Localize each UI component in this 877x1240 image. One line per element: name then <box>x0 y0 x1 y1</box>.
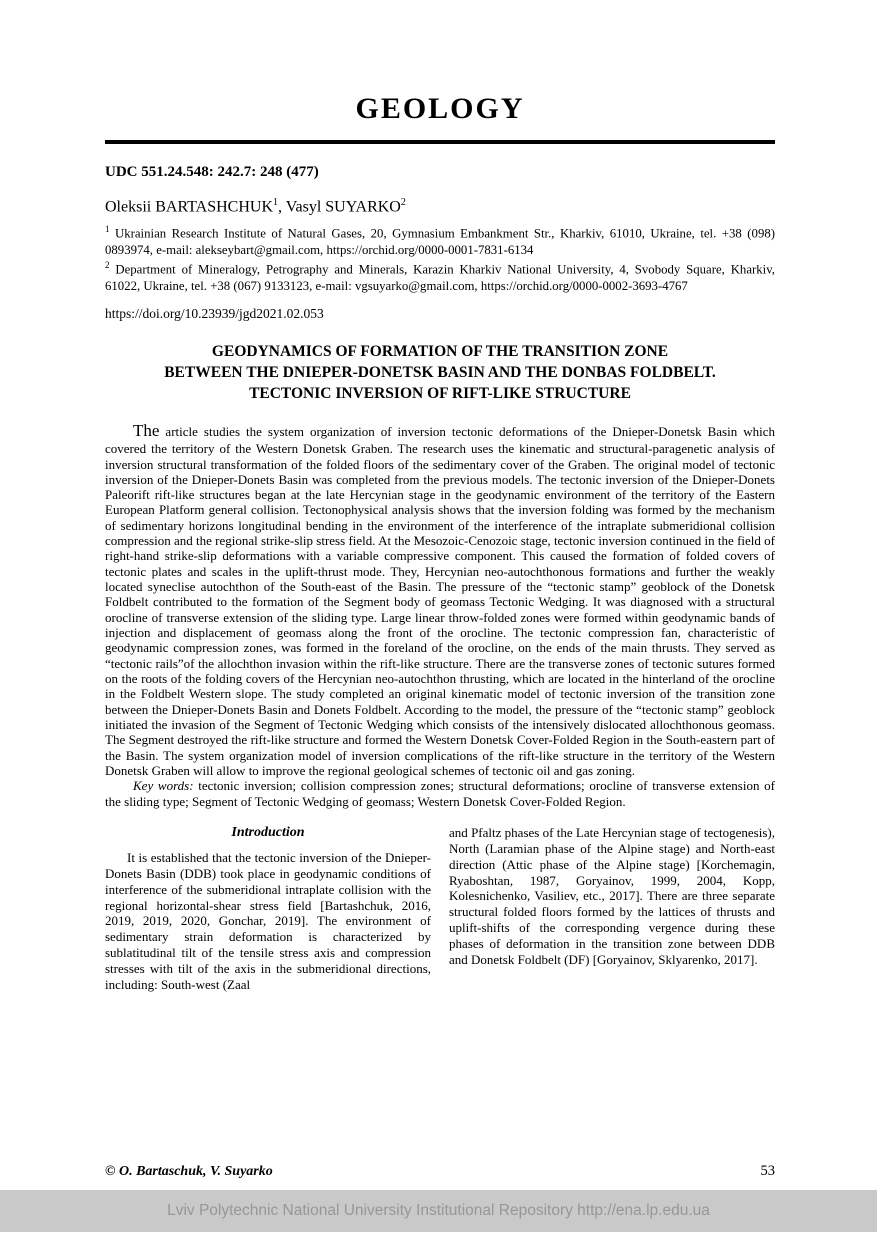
page-number: 53 <box>760 1163 775 1179</box>
abstract-body-text: article studies the system organization of inversion tectonic deformations of the Dnieper-Donetsk Basin which covered the territory of the Western Donetsk Graben. The research uses the kinematic and structural-paragenetic analysis of inversion structural transformation of the folded floors of the sedimentary cover of the Graben. The original model of tectonic inversion of the Dnieper-Donets Basin was completed from the previous models. The tectonic inversion of the Dnieper-Donets Paleorift rift-like structures began at the late Hercynian stage in the geodynamic environment of the territory of the Eastern European Platform general collision. Tectonophysical analysis shows that the inversion folding was formed by the mechanism of sedimentary horizons longitudinal bending in the environment of the interference of the intraplate submeridional collision compression and the regional strike-slip stress field. At the Mesozoic-Cenozoic stage, tectonic inversion continued in the field of right-hand strike-slip deformations with a variable compressive component. This caused the formation of folded covers of tectonic plates and scales in the uplift-thrust mode. They, Hercynian neo-autochthonous formations and further the weakly located syneclise autochthon of the South-east of the Basin. The pressure of the “tectonic stamp” geoblock of the Donetsk Foldbelt contributed to the formation of the Segment body of geomass Tectonic Wedging. It was diagnosed with a structural orocline of transverse extension of the sliding type. Large linear throw-folded zones were formed within geodynamic bands of injection and displacement of geomass along the front of the orocline. The tectonic compression fan, characteristic of geodynamic compression zones, was formed in the foreland of the orocline, on the ends of the main thrusts. They served as “tectonic rails”of the allochthon invasion within the rift-like structure. There are the transverse zones of tectonic sutures formed on the roots of the folding covers of the Hercynian neo-autochthon thrusting, which are located in the hinterland of the orocline in the Foldbelt Western slope. The study completed an original kinematic model of tectonic inversion of the transition zone between the Dnieper-Donets Basin and Donets Foldbelt. According to the model, the pressure of the “tectonic stamp” geoblock initiated the invasion of the Segment of Tectonic Wedging which consists of the intensively dislocated allochthonous geomass. The Segment destroyed the rift-like structure and formed the Western Donetsk Cover-Folded Region in the South-eastern part of the Basin. The system organization model of inversion complications of the rift-like structure in the territory of the Western Donetsk Graben will allow to improve the regional geological schemes of tectonic oil and gas zoning. <box>105 424 775 779</box>
author-affiliation-marker-2: 2 <box>400 197 406 208</box>
two-column-section <box>105 825 775 993</box>
left-column <box>105 825 431 993</box>
keywords-text: tectonic inversion; collision compression zones; structural deformations; orocline of transverse extension of the sliding type; Segment of Tectonic Wedging of geomass; Western Donetsk Cover-Folded Region. <box>105 778 775 809</box>
article-title-line-1: GEODYNAMICS OF FORMATION OF THE TRANSITION ZONE <box>211 343 669 361</box>
affiliations-block <box>105 224 775 294</box>
doi-line: https://doi.org/10.23939/jgd2021.02.053 <box>105 306 324 322</box>
affiliation-2 <box>105 260 775 294</box>
authors-separator: , <box>278 198 286 216</box>
section-heading-introduction: Introduction <box>231 825 305 841</box>
affiliation-1-text: Ukrainian Research Institute of Natural Gases, 20, Gymnasium Embankment Str., Kharkiv, 61010, Ukraine, tel. +38 (098) 0893974, e-mail: alekseybart@gmail.com, https://orchid.org/0000-0001-7831-6134 <box>105 226 775 257</box>
author-name-2: Vasyl SUYARKO <box>285 198 401 216</box>
udc-line: UDC 551.24.548: 242.7: 248 (477) <box>105 164 319 180</box>
journal-header-title: GEOLOGY <box>355 92 525 125</box>
abstract-lead-word: The <box>133 421 160 441</box>
repository-watermark: Lviv Polytechnic National University Institutional Repository http://ena.lp.edu.ua <box>0 1190 877 1232</box>
introduction-paragraph-right: and Pfaltz phases of the Late Hercynian stage of tectogenesis), North (Laramian phase of the Alpine stage) and North-east direction (Attic phase of the Alpine stage) [Korchemagin, Ryaboshtan, 1987, Goryainov, 1999, 2004, Kopp, Kolesnichenko, Vasiliev, etc., 2017]. There are three separate structural folded floors formed by the lattices of thrusts and uplift-shifts of the corresponding vergence during these phases of deformation in the transition zone between DDB and Donetsk Foldbelt (DF) [Goryainov, Sklyarenko, 2017]. <box>449 825 775 967</box>
affiliation-1-marker: 1 <box>105 224 110 235</box>
authors-line <box>105 197 775 216</box>
copyright-notice: © O. Bartaschuk, V. Suyarko <box>105 1164 273 1179</box>
header-divider-rule <box>105 140 775 144</box>
keywords-paragraph <box>105 778 775 809</box>
page-footer <box>105 1163 775 1180</box>
affiliation-1 <box>105 224 775 258</box>
author-affiliation-marker-1: 1 <box>273 197 278 208</box>
keywords-label: Key words: <box>133 778 194 794</box>
right-column <box>449 825 775 993</box>
article-title <box>105 342 775 405</box>
affiliation-2-marker: 2 <box>105 260 110 271</box>
article-title-line-3: TECTONIC INVERSION OF RIFT-LIKE STRUCTURE <box>249 385 631 403</box>
author-name-1: Oleksii BARTASHCHUK <box>105 198 273 216</box>
affiliation-2-text: Department of Mineralogy, Petrography and Minerals, Karazin Kharkiv National University, 4, Svobody Square, Kharkiv, 61022, Ukraine, tel. +38 (067) 9133123, e-mail: vgsuyarko@gmail.com, https://orchid.org/0000-0002-3693-4767 <box>105 262 775 293</box>
abstract-paragraph <box>105 421 775 778</box>
article-title-line-2: BETWEEN THE DNIEPER-DONETSK BASIN AND THE DONBAS FOLDBELT. <box>164 364 716 382</box>
introduction-paragraph-left: It is established that the tectonic inversion of the Dnieper-Donets Basin (DDB) took place in geodynamic conditions of interference of the submeridional intraplate collision with the regional horizontal-shear stress field [Bartashchuk, 2016, 2019, 2019, 2020, Gonchar, 2019]. The environment of sedimentary strain deformation is characterized by sublatitudinal tilt of the tensile stress axis and compression stresses with tilt of the axis in the submeridional directions, including: South-west (Zaal <box>105 850 431 992</box>
